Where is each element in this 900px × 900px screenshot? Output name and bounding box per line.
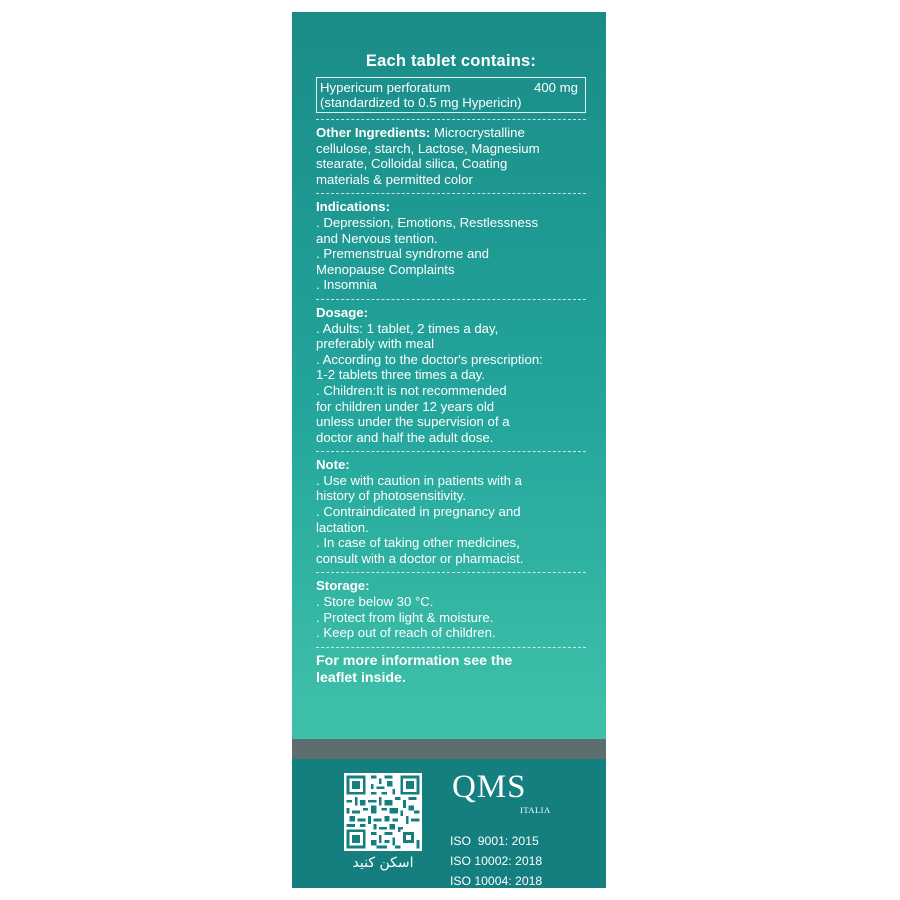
text-line: . Use with caution in patients with a (316, 472, 522, 488)
text-line: For more information see the (316, 652, 513, 669)
section-heading: Indications: (316, 199, 390, 215)
text-line: unless under the supervision of a (316, 414, 510, 430)
text-line: preferably with meal (316, 336, 435, 352)
storage-section (316, 578, 586, 640)
divider (316, 451, 586, 452)
text-line: Microcrystalline (430, 125, 525, 140)
text-line: . Premenstrual syndrome and (316, 246, 489, 262)
text-line: . Adults: 1 tablet, 2 times a day, (316, 320, 499, 336)
qr-code-graphic (344, 773, 422, 851)
text-line: . In case of taking other medicines, (316, 535, 520, 551)
dosage-section (316, 305, 586, 445)
divider (316, 193, 586, 194)
composition-box (316, 77, 586, 113)
text-line: . Keep out of reach of children. (316, 625, 496, 641)
divider (316, 572, 586, 573)
divider (316, 299, 586, 300)
text-line: stearate, Colloidal silica, Coating (316, 156, 508, 172)
qr-caption: اسکن کنید (352, 855, 414, 871)
certification-line: ISO 9001: 2015 (450, 834, 539, 848)
certification-line: ISO 10002: 2018 (450, 854, 543, 868)
certification-line: ISO 10004: 2018 (450, 874, 543, 888)
more-info-text (316, 653, 586, 687)
text-line: . Depression, Emotions, Restlessness (316, 214, 539, 230)
text-line: and Nervous tention. (316, 230, 438, 246)
text-line: history of photosensitivity. (316, 488, 467, 504)
text-line: doctor and half the adult dose. (316, 429, 494, 445)
divider (316, 119, 586, 120)
text-line: materials & permitted color (316, 171, 473, 187)
text-line: . Insomnia (316, 277, 377, 293)
section-heading: Storage: (316, 578, 370, 594)
label-content (316, 52, 586, 687)
indications-section (316, 199, 586, 293)
text-line: Menopause Complaints (316, 261, 455, 277)
text-line: lactation. (316, 519, 369, 535)
divider (316, 647, 586, 648)
qr-code[interactable] (344, 773, 422, 851)
qms-logo: QMS (452, 769, 527, 805)
standardization-text: (standardized to 0.5 mg Hypericin) (320, 95, 522, 110)
text-line: leaflet inside. (316, 669, 406, 686)
ingredient-name: Hypericum perforatum (320, 80, 451, 95)
text-line: . Store below 30 °C. (316, 594, 434, 610)
other-ingredients-section (316, 125, 586, 187)
ingredient-amount: 400 mg (534, 80, 578, 95)
text-line: cellulose, starch, Lactose, Magnesium (316, 140, 540, 156)
qms-logo-subtitle: ITALIA (520, 805, 551, 815)
footer-band (292, 759, 606, 888)
text-line: 1-2 tablets three times a day. (316, 367, 486, 383)
text-line: for children under 12 years old (316, 398, 495, 414)
text-line: . Children:It is not recommended (316, 382, 507, 398)
composition-heading: Each tablet contains: (365, 52, 537, 70)
text-line: . Protect from light & moisture. (316, 609, 494, 625)
text-line: . According to the doctor's prescription: (316, 351, 543, 367)
section-heading: Dosage: (316, 304, 369, 320)
package-panel (292, 12, 606, 888)
gray-band (292, 739, 606, 759)
section-heading: Note: (316, 457, 350, 473)
text-line: consult with a doctor or pharmacist. (316, 550, 524, 566)
note-section (316, 457, 586, 566)
section-heading: Other Ingredients: (316, 125, 431, 140)
text-line: . Contraindicated in pregnancy and (316, 504, 521, 520)
